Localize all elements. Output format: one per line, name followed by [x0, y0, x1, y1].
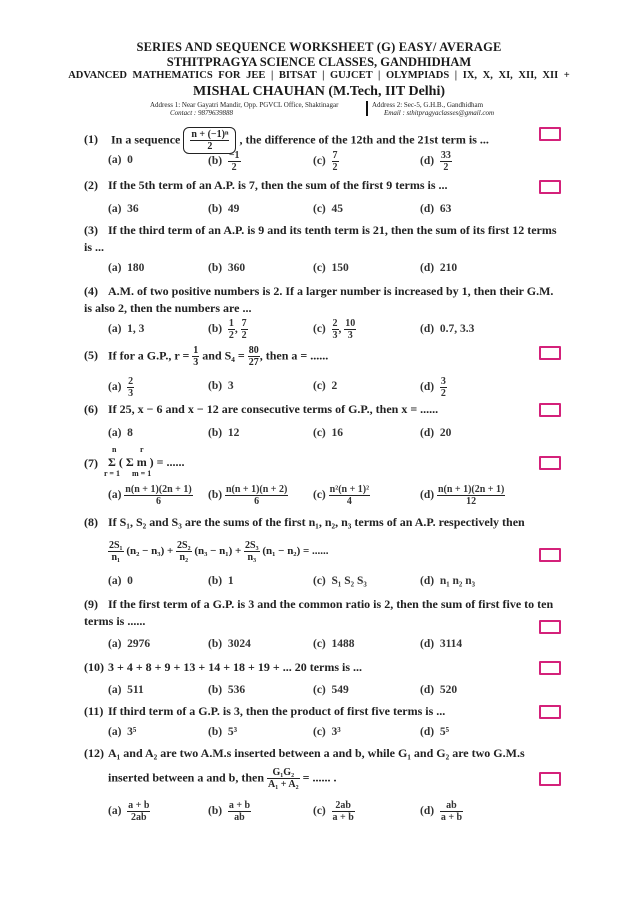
- option-a: (a) 1, 3: [108, 323, 145, 335]
- address-block-2: [372, 101, 494, 117]
- question-10: [84, 659, 564, 676]
- sum-equation: $\frac{\text{2S₁}}{\text{n₁}}$ (n₂ − n₃) + $\frac{\text{2S₂}}{\text{n₂}}$ (n₃ − n₁) + $\frac{\text{2S₃}}{\text{n₃}}$ (n₁ − n₂) = ......: [109, 540, 329, 563]
- address-block-1: [150, 101, 338, 117]
- question-number: (2): [84, 178, 98, 192]
- answer-box-5[interactable]: [539, 346, 561, 360]
- question-2: [84, 177, 564, 194]
- brace-denominator: 2: [207, 141, 213, 152]
- question-12: [84, 745, 564, 762]
- answer-box-10[interactable]: [539, 661, 561, 675]
- question-number: (7): [84, 456, 98, 470]
- option-a: (a) $\frac{a + b}{2ab}$: [108, 800, 150, 823]
- question-text: In a sequence: [111, 132, 181, 147]
- worksheet-title: SERIES AND SEQUENCE WORKSHEET (G) EASY/ AVERAGE: [136, 40, 502, 54]
- option-a: (a) 3⁵: [108, 726, 137, 738]
- question-text: If 25, x − 6 and x − 12 are consecutive terms of G.P., then x = ......: [108, 402, 439, 416]
- email: Email : sthitpragyaclasses@gmail.com: [384, 109, 495, 117]
- option-b: (b) 3: [208, 380, 234, 392]
- option-b: (b) 12: [208, 427, 240, 439]
- option-d: (d) 0.7, 3.3: [420, 323, 475, 335]
- question-text: If S₁, S₂ and S₃ are the sums of the first n₁, n₂, n₃ terms of an A.P. respectively then: [108, 515, 525, 529]
- address-1: Address 1: Near Gayatri Mandir, Opp. PGVCL Office, Shaktinagar: [150, 101, 339, 109]
- sum-lower-1: r = 1: [104, 469, 120, 478]
- question-number: (12): [84, 746, 104, 760]
- option-c: (c) 3³: [313, 726, 341, 738]
- question-text: If the third term of an A.P. is 9 and its tenth term is 21, then the sum of its first 12 terms is ...: [84, 223, 557, 254]
- option-a: (a) 511: [108, 684, 144, 696]
- option-a: (a) 8: [108, 427, 133, 439]
- option-a: (a) 0: [108, 154, 133, 166]
- question-text: If the first term of a G.P. is 3 and the common ratio is 2, then the sum of first five to ten terms is ......: [84, 597, 554, 628]
- option-d: (d) 210: [420, 262, 458, 274]
- option-c: (c) $\frac{2ab}{a + b}$: [313, 800, 354, 823]
- contact: Contact : 9879639888: [170, 109, 233, 117]
- option-a: (a) 0: [108, 575, 133, 587]
- option-a: (a) 180: [108, 262, 145, 274]
- question-text: A₁ and A₂ are two A.M.s inserted between a and b, while G₁ and G₂ are two G.M.s: [108, 746, 525, 760]
- option-d: (d) $\frac{n(n + 1)(2n + 1)}{12}$: [420, 484, 505, 507]
- answer-box-8[interactable]: [539, 548, 561, 562]
- question-3: [84, 222, 564, 256]
- option-b: (b) $\frac{a + b}{ab}$: [208, 800, 251, 823]
- question-number: (10): [84, 660, 104, 674]
- option-b: (b) $\frac{-1}{2}$: [208, 150, 240, 173]
- sum-upper-1: n: [112, 445, 117, 454]
- address-2: Address 2: Sec-5, G.H.B., Gandhidham: [372, 101, 484, 109]
- option-d: (d) 63: [420, 203, 452, 215]
- option-c: (c) 549: [313, 684, 349, 696]
- question-12-line-2: inserted between a and b, then $\frac{\text{G₁G₂}}{\text{A₁ + A₂}}$ = ...... .: [108, 767, 337, 790]
- question-text: If the 5th term of an A.P. is 7, then the sum of the first 9 terms is ...: [108, 178, 448, 192]
- option-b: (b) 49: [208, 203, 240, 215]
- option-b: (b) $\frac{1}{2}$ , $\frac{7}{2}$: [208, 318, 247, 341]
- question-number: (4): [84, 284, 98, 298]
- question-number: (8): [84, 515, 98, 529]
- option-c: (c) $\frac{7}{2}$: [313, 150, 338, 173]
- option-d: (d) $\frac{3}{2}$: [420, 376, 446, 399]
- question-11: [84, 703, 564, 720]
- option-c: (c) 16: [313, 427, 344, 439]
- option-d: (d) 5⁵: [420, 726, 450, 738]
- question-number: (3): [84, 223, 98, 237]
- question-text-2: , the difference of the 12th and the 21st term is ...: [239, 132, 489, 147]
- institute-name: STHITPRAGYA SCIENCE CLASSES, GANDHIDHAM: [166, 55, 472, 69]
- option-a: (a) 36: [108, 203, 139, 215]
- question-5: (5) If for a G.P., r = $\frac{1}{3}$ and S₄ = $\frac{80}{27}$ , then a = ......: [84, 345, 329, 368]
- option-d: (d) 20: [420, 427, 452, 439]
- question-6: [84, 401, 564, 418]
- option-b: (b) 360: [208, 262, 246, 274]
- sum-lower-2: m = 1: [132, 469, 152, 478]
- question-text: If third term of a G.P. is 3, then the product of first five terms is ...: [108, 704, 446, 718]
- sum-expression: Σ ( Σ m ) = ......: [108, 455, 185, 469]
- option-a: (a) $\frac{n(n + 1)(2n + 1)}{6}$: [108, 484, 192, 507]
- option-c: (c) 150: [313, 262, 349, 274]
- option-d: (d) 3114: [420, 638, 463, 650]
- answer-box-9[interactable]: [539, 620, 561, 634]
- option-c: (c) S₁ S₂ S₃: [313, 575, 367, 587]
- option-a: (a) $\frac{2}{3}$: [108, 376, 134, 399]
- option-b: (b) $\frac{n(n + 1)(n + 2)}{6}$: [208, 484, 288, 507]
- question-4: [84, 283, 564, 317]
- answer-box-6[interactable]: [539, 403, 561, 417]
- option-b: (b) 1: [208, 575, 234, 587]
- option-c: (c) 1488: [313, 638, 355, 650]
- question-number: (9): [84, 597, 98, 611]
- sum-upper-2: r: [140, 445, 144, 454]
- option-b: (b) 536: [208, 684, 246, 696]
- course-list: ADVANCED MATHEMATICS FOR JEE | BITSAT | GUJCET | OLYMPIADS | IX, X, XI, XII, XII +: [68, 70, 570, 81]
- question-8: [84, 514, 564, 531]
- option-c: (c) $\frac{2}{3}$ , $\frac{10}{3}$: [313, 318, 356, 341]
- option-c: (c) $\frac{\text{n²(n + 1)²}}{4}$: [313, 484, 370, 507]
- question-text: 3 + 4 + 8 + 9 + 13 + 14 + 18 + 19 + ... 20 terms is ...: [108, 660, 363, 674]
- answer-box-1[interactable]: [539, 127, 561, 141]
- option-d: (d) 520: [420, 684, 458, 696]
- option-d: (d) n₁ n₂ n₃: [420, 575, 476, 587]
- answer-box-7[interactable]: [539, 456, 561, 470]
- question-number: (6): [84, 402, 98, 416]
- teacher-name: MISHAL CHAUHAN (M.Tech, IIT Delhi): [192, 84, 446, 99]
- answer-box-12[interactable]: [539, 772, 561, 786]
- option-b: (b) 5³: [208, 726, 238, 738]
- question-number: (11): [84, 704, 104, 718]
- header-divider: [366, 101, 368, 116]
- option-d: (d) $\frac{33}{2}$: [420, 150, 451, 173]
- question-number: (5): [84, 348, 98, 363]
- answer-box-11[interactable]: [539, 705, 561, 719]
- question-number: (1): [84, 132, 98, 147]
- question-text: A.M. of two positive numbers is 2. If a larger number is increased by 1, then their G.M. is also 2, then the numbers are ...: [84, 284, 554, 315]
- option-a: (a) 2976: [108, 638, 151, 650]
- question-9: [84, 596, 564, 630]
- option-b: (b) 3024: [208, 638, 251, 650]
- option-d: (d) $\frac{ab}{a + b}$: [420, 800, 463, 823]
- brace-numerator: n + (−1)ⁿ: [191, 129, 229, 140]
- option-c: (c) 45: [313, 203, 344, 215]
- answer-box-2[interactable]: [539, 180, 561, 194]
- option-c: (c) 2: [313, 380, 338, 392]
